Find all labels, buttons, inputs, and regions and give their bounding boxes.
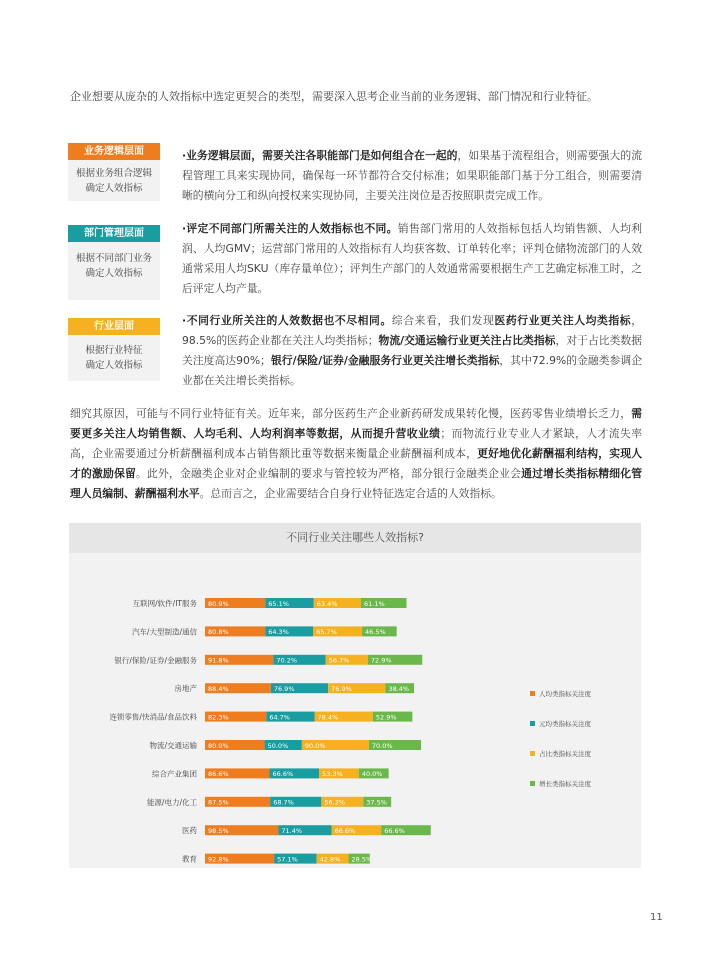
box-industry [68,318,160,381]
bar-value-label: 72.9% [370,656,392,665]
chart-title: 不同行业关注哪些人效指标? [69,523,641,553]
category-label: 银行/保险/证券/金融服务 [114,655,197,665]
category-label: 综合产业集团 [152,769,197,779]
bar-value-label: 76.9% [273,685,295,693]
bar-value-label: 61.1% [364,599,385,608]
para-bold: ·不同行业所关注的人效数据也不尽相同。 [182,314,392,327]
bar-value-label: 56.7% [328,656,350,665]
intro-text: 企业想要从庞杂的人效指标中选定更契合的类型，需要深入思考企业当前的业务逻辑、部门情况和行业特征。 [70,90,598,103]
bar-value-label: 92.8% [208,855,229,864]
bar-value-label: 66.6% [384,827,405,835]
para-bold: 需要更多关注人均销售额、人均毛利、人均利润率等数据，从而提升营收业绩 [70,407,642,440]
para-industry [182,311,642,391]
bar-value-label: 88.4% [208,685,229,693]
category-label: 连锁零售/快消品/食品饮料 [109,712,197,722]
category-label: 汽车/大型制造/通信 [131,627,197,637]
bar-value-label: 80.9% [208,599,229,608]
category-label: 能源/电力/化工 [146,797,197,807]
bar-value-label: 65.7% [316,628,337,637]
bar-value-label: 86.6% [208,770,229,779]
legend-swatch [530,751,535,756]
box-tag: 行业层面 [68,318,160,335]
bar-value-label: 98.5% [208,827,229,835]
legend-swatch [530,691,535,696]
bar-value-label: 71.4% [281,827,303,835]
legend-swatch [530,721,535,726]
para-text: ；而物流行业专业人才紧缺，人才流失率高，企业需要通过分析薪酬福利成本占销售额比重等数据来衡量企业薪酬福利成本， [70,427,643,460]
bar-value-label: 53.3% [322,770,343,779]
bar-value-label: 57.1% [277,855,298,864]
legend-label: 人均类指标关注度 [539,690,591,698]
bar-value-label: 80.0% [208,741,229,750]
para-text: ，如果基于流程组合，则需要强大的流程管理工具来实现协同，确保每一环节都符合交付标准；如果职能部门基于分工组合，则需要清晰的横向分工和纵向授权来实现协同，主要关注岗位是否按照职责完成工作。 [182,149,642,202]
para-bold: ·评定不同部门所需关注的人效指标也不同。 [182,222,398,235]
legend-swatch [530,781,535,786]
box-desc [68,335,160,379]
box-desc-line: 根据业务组合逻辑 [75,168,152,179]
para-bold: 医药行业更关注人均类指标 [494,314,632,327]
bar-value-label: 90.0% [304,741,326,750]
para-text: 细究其原因，可能与不同行业特征有关。近年来，部分医药生产企业新药研发成果转化慢，医药零售业绩增长乏力， [70,407,632,420]
legend-label: 占比类指标关注度 [539,750,591,758]
para-text: ，其中72.9%的金融类参调企业都在关注增长类指标。 [182,354,642,387]
bar-value-label: 46.5% [365,628,386,637]
bar-value-label: 56.2% [324,798,346,807]
para-bold: ·业务逻辑层面，需要关注各职能部门是如何组合在一起的 [182,149,458,162]
box-desc-line: 根据不同部门业务 [75,253,152,264]
category-label: 互联网/软件/IT服务 [132,599,197,608]
box-tag: 业务逻辑层面 [68,143,160,160]
para-bold: 更好地优化薪酬福利结构，实现人才的激励保留 [70,447,643,480]
para-business-logic [182,146,642,206]
bar-value-label: 70.0% [371,741,393,750]
bar-value-label: 91.8% [208,656,229,665]
bar-value-label: 66.6% [272,770,294,779]
bar-value-label: 42.8% [319,855,341,864]
chart-svg [69,553,641,868]
box-desc-line: 确定人效指标 [85,268,143,279]
bar-value-label: 38.4% [388,685,410,693]
bar-value-label: 68.7% [273,798,294,807]
bar-value-label: 76.9% [331,685,352,693]
legend-label: 增长类指标关注度 [539,780,591,788]
box-tag: 部门管理层面 [68,225,160,242]
category-label: 房地产 [174,684,197,694]
para-text: 销售部门常用的人效指标包括人均销售额、人均利润、人均GMV；运营部门常用的人效指标有人均获客数、订单转化率；评判仓储物流部门的人效通常采用人均SKU（库存量单位）；评判生产部门的人效通常需要根据生产工艺确定标准工时，之后评定人均产量。 [182,222,643,295]
bar-value-label: 65.1% [268,599,289,608]
legend-label: 元均类指标关注度 [539,720,591,728]
category-label: 物流/交通运输 [149,741,197,750]
analysis-paragraph [70,404,642,504]
para-text: ，98.5%的医药企业都在关注人均类指标； [182,314,643,347]
para-text: ，对于占比类数据关注度高达90%； [182,334,642,367]
bar-value-label: 64.7% [269,713,290,722]
bar-value-label: 50.0% [267,741,289,750]
para-bold: 银行/保险/证券/金融服务行业更关注增长类指标 [270,354,500,367]
bar-value-label: 80.8% [208,628,229,637]
bar-value-label: 40.0% [361,770,383,779]
box-desc-line: 确定人效指标 [85,183,143,194]
para-text: 。此外，金融类企业对企业编制的要求与管控较为严格，部分银行金融类企业会 [136,467,522,480]
bar-value-label: 87.5% [208,798,229,807]
bar-value-label: 37.5% [366,798,387,807]
box-desc-line: 确定人效指标 [85,360,143,371]
bar-value-label: 78.4% [317,713,339,722]
industry-chart [69,523,641,868]
bar-value-label: 66.6% [334,827,356,835]
box-desc [68,160,160,202]
para-bold: 通过增长类指标精细化管理人员编制、薪酬福利水平 [70,467,643,500]
bar-value-label: 64.3% [268,628,289,637]
bar-value-label: 82.3% [208,713,229,722]
bar-value-label: 52.9% [375,713,397,722]
box-department [68,225,160,300]
bar-value-label: 70.2% [276,656,298,665]
para-text: 综合来看，我们发现 [391,314,495,327]
bar-value-label: 28.5% [351,855,373,864]
box-business-logic [68,143,160,201]
category-label: 教育 [182,854,197,864]
para-bold: 物流/交通运输行业更关注占比类指标 [378,334,556,347]
page-number: 11 [650,912,663,923]
category-label: 医药 [182,826,197,836]
bar-value-label: 63.4% [316,599,338,608]
para-text: 。总而言之，企业需要结合自身行业特征选定合适的人效指标。 [199,487,502,500]
para-department [182,219,642,299]
box-desc-line: 根据行业特征 [85,345,143,356]
box-desc [68,242,160,287]
